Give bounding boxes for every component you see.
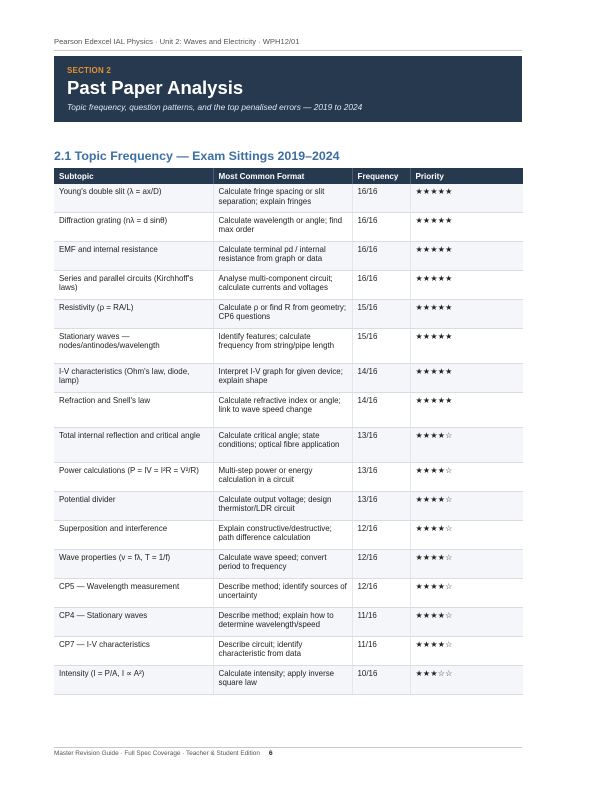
- cell-priority: ★★★★★: [410, 270, 523, 299]
- table-row: [54, 578, 523, 607]
- cell-priority: ★★★☆☆: [410, 665, 523, 694]
- cell-frequency: 15/16: [352, 328, 410, 363]
- cell-subtopic: Superposition and interference: [54, 520, 213, 549]
- cell-frequency: 12/16: [352, 549, 410, 578]
- cell-subtopic: CP5 — Wavelength measurement: [54, 578, 213, 607]
- cell-format: Interpret I-V graph for given device; explain shape: [213, 363, 352, 392]
- cell-subtopic: Stationary waves — nodes/antinodes/wavelength: [54, 328, 213, 363]
- table-row: [54, 491, 523, 520]
- table-row: [54, 636, 523, 665]
- section-heading: 2.1 Topic Frequency — Exam Sittings 2019–2024: [54, 149, 340, 163]
- cell-priority: ★★★★☆: [410, 491, 523, 520]
- table-row: [54, 328, 523, 363]
- cell-priority: ★★★★☆: [410, 607, 523, 636]
- cell-subtopic: Potential divider: [54, 491, 213, 520]
- cell-frequency: 15/16: [352, 299, 410, 328]
- cell-format: Calculate terminal pd / internal resistance from graph or data: [213, 241, 352, 270]
- cell-subtopic: Power calculations (P = IV = I²R = V²/R): [54, 462, 213, 491]
- cell-subtopic: CP4 — Stationary waves: [54, 607, 213, 636]
- table-row: [54, 299, 523, 328]
- table-row: [54, 392, 523, 427]
- cell-priority: ★★★★☆: [410, 549, 523, 578]
- cell-priority: ★★★★★: [410, 392, 523, 427]
- cell-priority: ★★★★★: [410, 241, 523, 270]
- section-label: SECTION 2: [67, 66, 112, 75]
- table-row: [54, 607, 523, 636]
- cell-frequency: 11/16: [352, 636, 410, 665]
- table-row: [54, 520, 523, 549]
- cell-format: Identify features; calculate frequency from string/pipe length: [213, 328, 352, 363]
- cell-format: Calculate wavelength or angle; find max order: [213, 212, 352, 241]
- cell-subtopic: CP7 — I-V characteristics: [54, 636, 213, 665]
- cell-frequency: 16/16: [352, 184, 410, 212]
- table-row: [54, 549, 523, 578]
- cell-format: Analyse multi-component circuit; calculate currents and voltages: [213, 270, 352, 299]
- table-row: [54, 665, 523, 694]
- page-title: Past Paper Analysis: [67, 77, 244, 98]
- cell-priority: ★★★★☆: [410, 520, 523, 549]
- cell-subtopic: Refraction and Snell's law: [54, 392, 213, 427]
- cell-subtopic: Series and parallel circuits (Kirchhoff's laws): [54, 270, 213, 299]
- cell-format: Calculate refractive index or angle; link to wave speed change: [213, 392, 352, 427]
- section-banner: [54, 56, 522, 122]
- cell-frequency: 13/16: [352, 491, 410, 520]
- cell-priority: ★★★★★: [410, 212, 523, 241]
- cell-frequency: 12/16: [352, 520, 410, 549]
- cell-format: Calculate fringe spacing or slit separation; explain fringes: [213, 184, 352, 212]
- cell-subtopic: Intensity (I = P/A, I ∝ A²): [54, 665, 213, 694]
- cell-subtopic: Diffraction grating (nλ = d sinθ): [54, 212, 213, 241]
- cell-format: Describe method; explain how to determine wavelength/speed: [213, 607, 352, 636]
- cell-priority: ★★★★☆: [410, 578, 523, 607]
- cell-priority: ★★★★★: [410, 328, 523, 363]
- cell-priority: ★★★★☆: [410, 427, 523, 462]
- cell-subtopic: Resistivity (ρ = RA/L): [54, 299, 213, 328]
- cell-frequency: 16/16: [352, 212, 410, 241]
- table-row: [54, 363, 523, 392]
- cell-format: Multi-step power or energy calculation in a circuit: [213, 462, 352, 491]
- cell-frequency: 16/16: [352, 270, 410, 299]
- cell-format: Calculate ρ or find R from geometry; CP6 questions: [213, 299, 352, 328]
- cell-frequency: 11/16: [352, 607, 410, 636]
- table-row: [54, 212, 523, 241]
- table-row: [54, 270, 523, 299]
- page-number: 6: [268, 750, 273, 757]
- page-footer: [54, 747, 522, 757]
- running-head: Pearson Edexcel IAL Physics · Unit 2: Waves and Electricity · WPH12/01: [54, 37, 522, 51]
- column-header-priority: Priority: [410, 168, 523, 184]
- cell-frequency: 10/16: [352, 665, 410, 694]
- cell-format: Describe circuit; identify characteristic from data: [213, 636, 352, 665]
- cell-priority: ★★★★★: [410, 184, 523, 212]
- cell-frequency: 13/16: [352, 427, 410, 462]
- cell-subtopic: Total internal reflection and critical angle: [54, 427, 213, 462]
- cell-priority: ★★★★☆: [410, 462, 523, 491]
- cell-format: Describe method; identify sources of uncertainty: [213, 578, 352, 607]
- cell-frequency: 14/16: [352, 392, 410, 427]
- cell-format: Calculate intensity; apply inverse square law: [213, 665, 352, 694]
- cell-frequency: 16/16: [352, 241, 410, 270]
- cell-priority: ★★★★★: [410, 299, 523, 328]
- cell-subtopic: Wave properties (v = fλ, T = 1/f): [54, 549, 213, 578]
- cell-format: Explain constructive/destructive; path difference calculation: [213, 520, 352, 549]
- table-row: [54, 462, 523, 491]
- table-header-row: [54, 168, 523, 184]
- cell-frequency: 12/16: [352, 578, 410, 607]
- column-header-subtopic: Subtopic: [54, 168, 213, 184]
- topic-frequency-table: [54, 168, 523, 695]
- table-row: [54, 184, 523, 212]
- cell-frequency: 13/16: [352, 462, 410, 491]
- column-header-frequency: Frequency: [352, 168, 410, 184]
- table-row: [54, 427, 523, 462]
- cell-priority: ★★★★★: [410, 363, 523, 392]
- table-row: [54, 241, 523, 270]
- cell-subtopic: I-V characteristics (Ohm's law, diode, lamp): [54, 363, 213, 392]
- column-header-format: Most Common Format: [213, 168, 352, 184]
- cell-priority: ★★★★☆: [410, 636, 523, 665]
- cell-format: Calculate output voltage; design thermistor/LDR circuit: [213, 491, 352, 520]
- cell-format: Calculate wave speed; convert period to frequency: [213, 549, 352, 578]
- cell-subtopic: EMF and internal resistance: [54, 241, 213, 270]
- page-subtitle: Topic frequency, question patterns, and the top penalised errors — 2019 to 2024: [67, 102, 363, 112]
- cell-subtopic: Young's double slit (λ = ax/D): [54, 184, 213, 212]
- footer-text: Master Revision Guide · Full Spec Coverage · Teacher & Student Edition: [54, 750, 260, 757]
- cell-frequency: 14/16: [352, 363, 410, 392]
- table-body: [54, 184, 523, 694]
- cell-format: Calculate critical angle; state conditions; optical fibre application: [213, 427, 352, 462]
